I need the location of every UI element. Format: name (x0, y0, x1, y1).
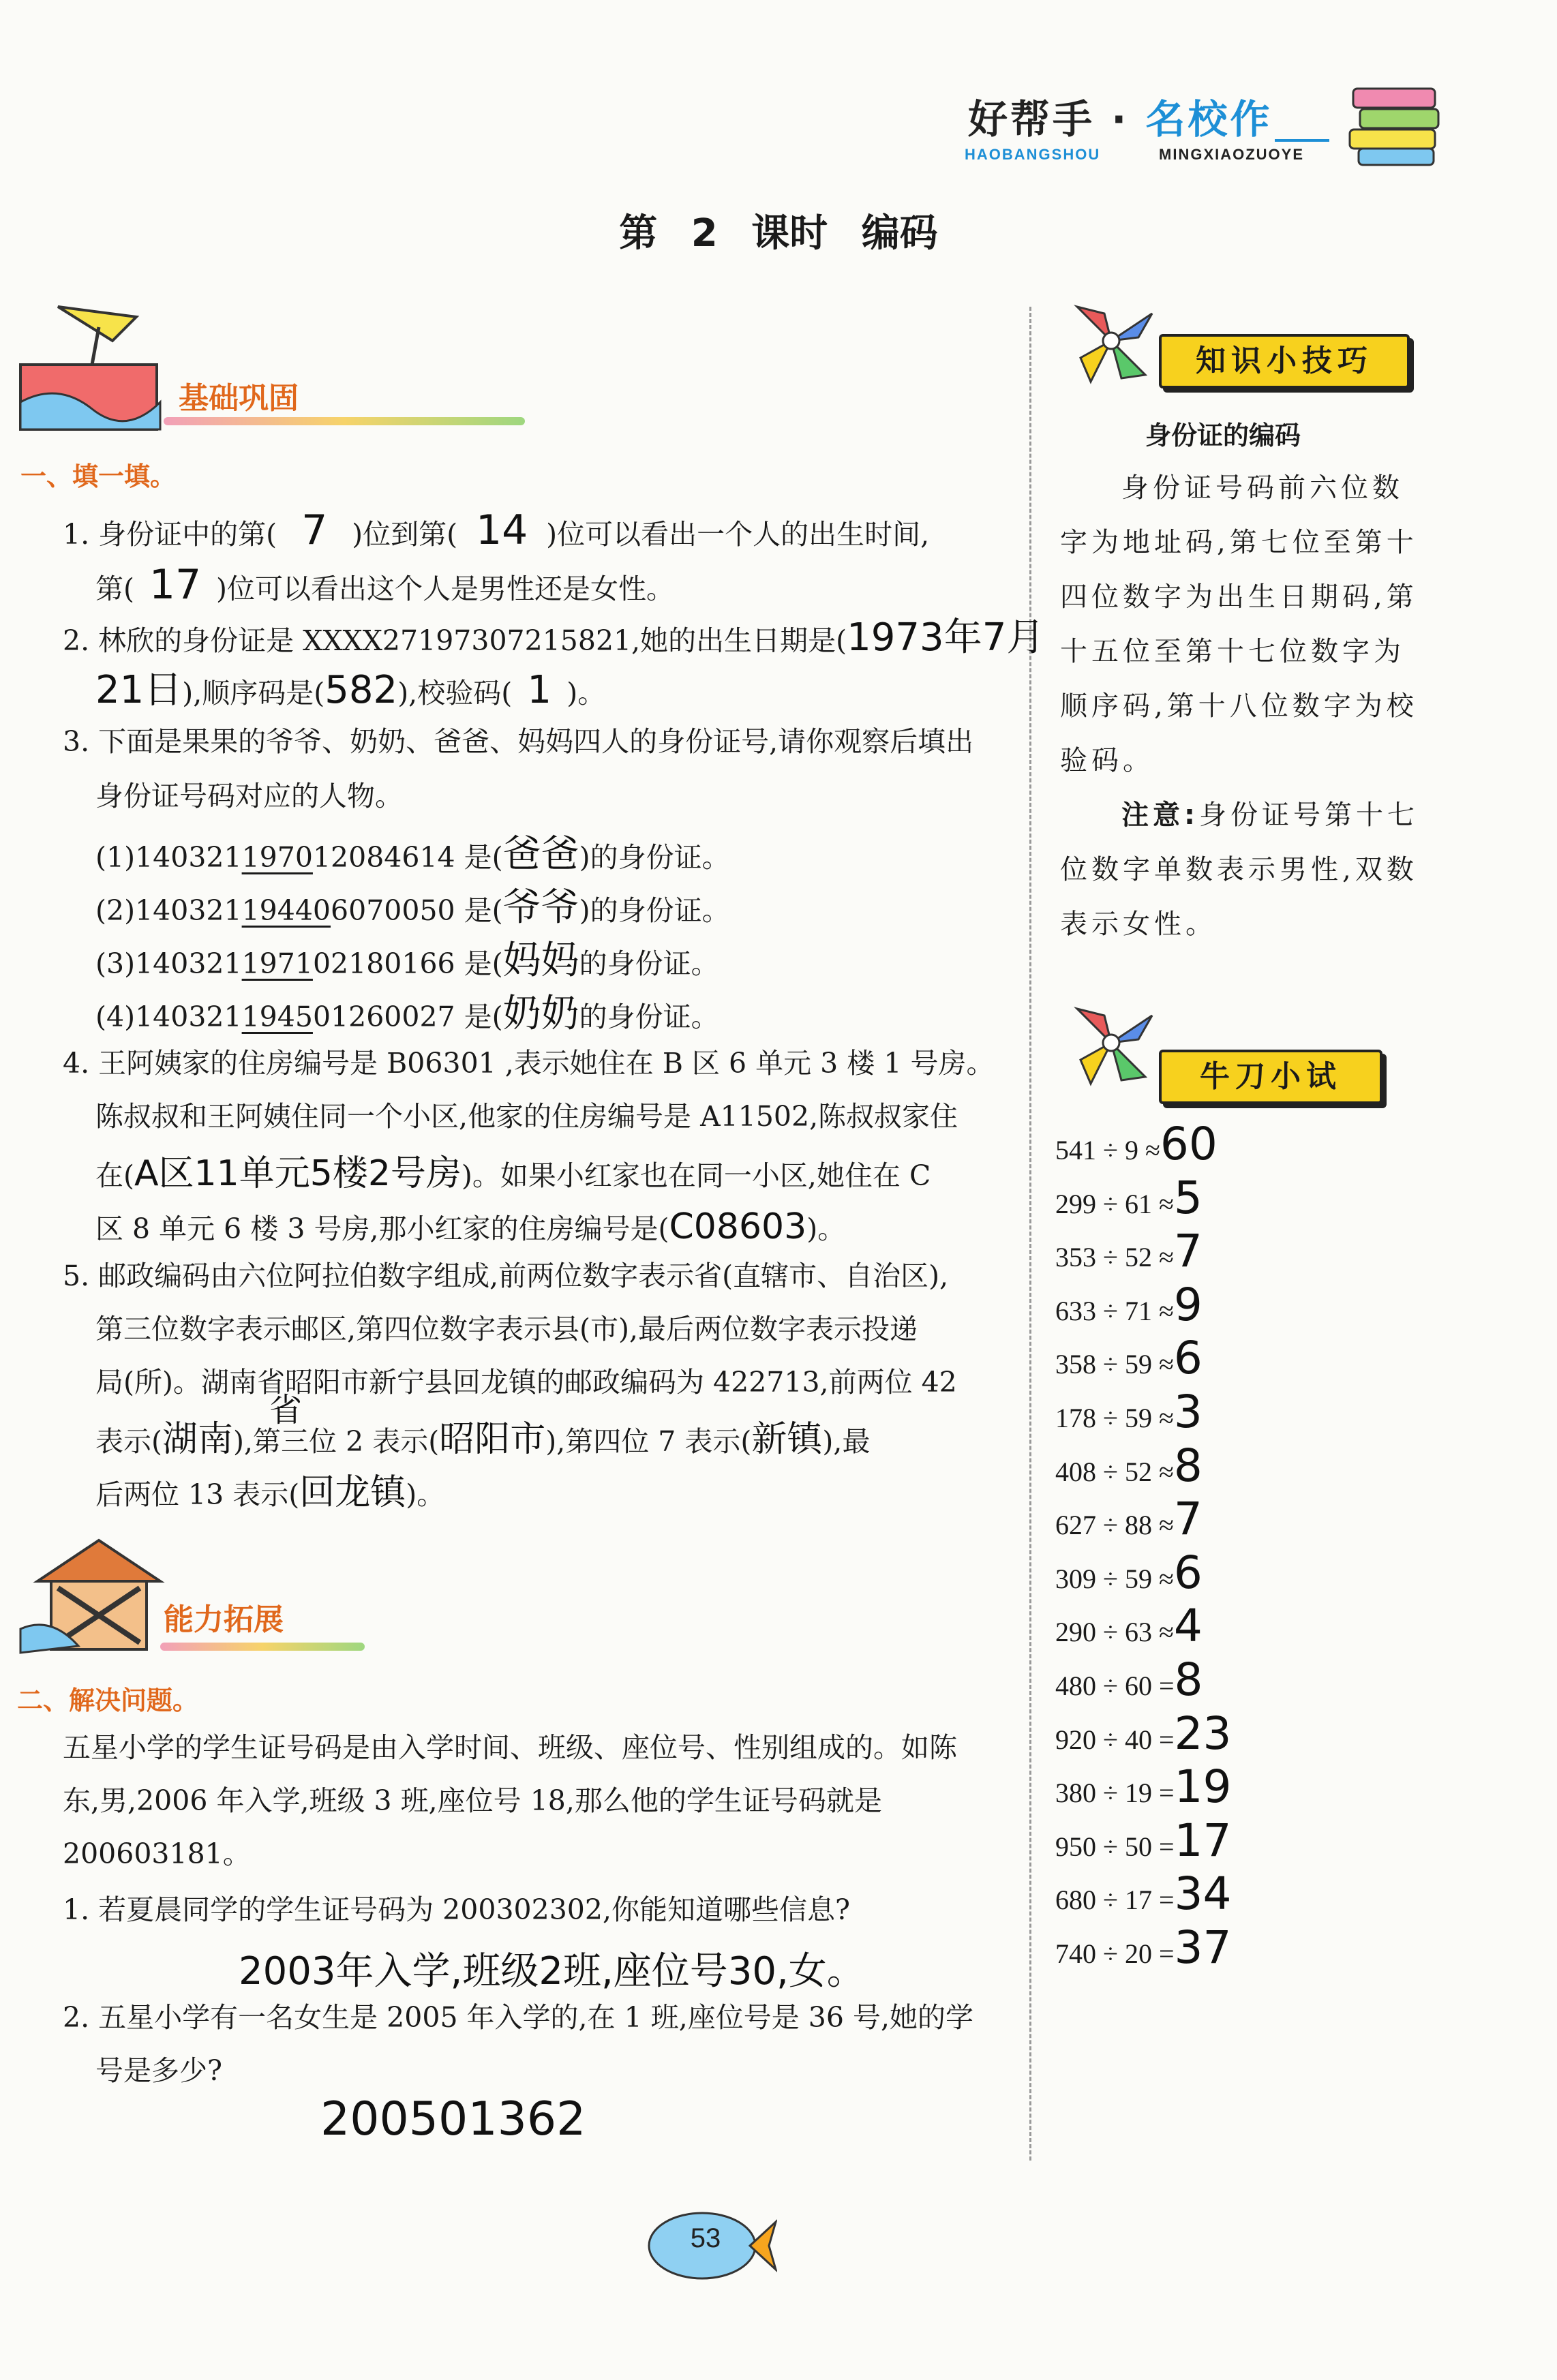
q3-item-4: (4)140321194501260027 是(奶奶的身份证。 (95, 992, 719, 1036)
header-brand (968, 87, 1272, 144)
q3-answer-1: 爸爸 (502, 832, 579, 876)
q3-answer-2: 爷爷 (502, 885, 579, 930)
q4-line3: 在(A区11单元5楼2号房)。如果小红家也在同一小区,她住在 C (95, 1153, 931, 1194)
practice-expression: 309 ÷ 59 ≈ (1055, 1563, 1174, 1594)
practice-answer: 19 (1174, 1760, 1232, 1814)
practice-row (1055, 1439, 1203, 1492)
q3-answer-4: 奶奶 (502, 992, 579, 1036)
column-divider (1029, 307, 1031, 2161)
brand-dot: · (1111, 96, 1130, 142)
practice-expression: 541 ÷ 9 ≈ (1055, 1135, 1160, 1165)
house-icon (17, 1534, 167, 1656)
q4-line1: 4. 王阿姨家的住房编号是 B06301 ,表示她住在 B 区 6 单元 3 楼 1 号房。 (63, 1047, 995, 1080)
q3-intro-line2: 身份证号码对应的人物。 (95, 780, 403, 812)
practice-expression: 408 ÷ 52 ≈ (1055, 1456, 1174, 1487)
practice-answer: 7 (1173, 1225, 1203, 1278)
practice-row (1055, 1867, 1232, 1920)
practice-row (1055, 1707, 1232, 1760)
q5-line1: 5. 邮政编码由六位阿拉伯数字组成,前两位数字表示省(直辖市、自治区), (63, 1260, 949, 1292)
practice-answer: 6 (1173, 1546, 1203, 1599)
section1-banner-line (164, 417, 525, 425)
q2-line1: 2. 林欣的身份证是 XXXX27197307215821,她的出生日期是(1973年7月 (63, 615, 1045, 660)
note-label: 注意: (1121, 799, 1199, 831)
practice-expression: 299 ÷ 61 ≈ (1055, 1188, 1174, 1219)
practice-row (1055, 1760, 1232, 1813)
practice-expression: 740 ÷ 20 = (1055, 1938, 1175, 1969)
practice-answer: 8 (1174, 1653, 1203, 1706)
practice-row (1055, 1172, 1203, 1224)
q5-answer-province: 湖南 (162, 1419, 234, 1460)
practice-answer: 34 (1174, 1867, 1232, 1921)
tips-line: 十五位至第十七位数字为 (1060, 636, 1405, 667)
section2-q2-line1: 2. 五星小学有一名女生是 2005 年入学的,在 1 班,座位号是 36 号,她的学 (63, 2001, 974, 2034)
practice-row (1055, 1653, 1203, 1706)
tips-line: 验码。 (1060, 745, 1154, 776)
practice-row (1055, 1225, 1203, 1277)
q1-answer-start: 7 (301, 506, 328, 554)
q3-intro-line1: 3. 下面是果果的爷爷、奶奶、爸爸、妈妈四人的身份证号,请你观察后填出 (63, 725, 974, 758)
practice-badge: 牛刀小试 (1159, 1050, 1382, 1104)
practice-row (1055, 1921, 1232, 1974)
section1-heading: 一、填一填。 (20, 461, 177, 491)
tips-line: 身份证号码前六位数 (1121, 472, 1404, 504)
q5-answer-province-suffix: 省 (269, 1391, 303, 1429)
q2-answer-sequence: 582 (324, 668, 398, 712)
practice-row (1055, 1279, 1203, 1331)
practice-row (1055, 1386, 1203, 1438)
practice-row (1055, 1118, 1218, 1170)
note-line: 位数字单数表示男性,双数 (1060, 854, 1418, 885)
q4-answer-address: A区11单元5楼2号房 (134, 1153, 462, 1194)
q2-answer-check: 1 (527, 668, 552, 712)
practice-answer: 37 (1174, 1921, 1232, 1974)
section2-q2-answer: 200501362 (320, 2092, 586, 2146)
page-title: 第 2 课时 编码 (619, 211, 938, 256)
practice-answer: 5 (1173, 1171, 1203, 1224)
note-line: 注意:身份证号第十七 (1121, 799, 1419, 831)
practice-answer: 9 (1173, 1278, 1203, 1331)
q2-answer-date-part1: 1973年7月 (847, 615, 1045, 660)
practice-expression: 633 ÷ 71 ≈ (1055, 1295, 1174, 1326)
practice-expression: 290 ÷ 63 ≈ (1055, 1617, 1174, 1648)
practice-answer: 17 (1174, 1814, 1232, 1867)
q1-answer-end: 14 (475, 506, 528, 554)
q1-line1: 1. 身份证中的第( 7 )位到第( 14 )位可以看出一个人的出生时间, (63, 506, 930, 554)
q5-line3: 局(所)。湖南省昭阳市新宁县回龙镇的邮政编码为 422713,前两位 42 (95, 1366, 957, 1399)
q2-line2: 21日),顺序码是(582),校验码( 1 )。 (95, 668, 606, 712)
tips-title: 身份证的编码 (1145, 421, 1301, 451)
tips-line: 字为地址码,第七位至第十 (1060, 527, 1418, 558)
section2-q1-answer: 2003年入学,班级2班,座位号30,女。 (239, 1949, 865, 1994)
practice-row (1055, 1332, 1203, 1384)
q5-line4: 表示(湖南),第三位 2 表示(昭阳市),第四位 7 表示(新镇),最 (95, 1419, 871, 1460)
practice-row (1055, 1546, 1203, 1599)
q4-line4: 区 8 单元 6 楼 3 号房,那小红家的住房编号是(C08603)。 (95, 1206, 846, 1247)
section2-banner-line (160, 1643, 365, 1651)
practice-row (1055, 1814, 1232, 1867)
q5-line2: 第三位数字表示邮区,第四位数字表示县(市),最后两位数字表示投递 (95, 1313, 918, 1345)
practice-expression: 353 ÷ 52 ≈ (1055, 1242, 1174, 1273)
practice-answer: 23 (1174, 1707, 1232, 1760)
pinwheel-icon (1063, 300, 1166, 388)
q3-answer-3: 妈妈 (502, 939, 579, 983)
brand-name: 好帮手 (968, 96, 1095, 142)
practice-expression: 627 ÷ 88 ≈ (1055, 1510, 1174, 1541)
practice-expression: 178 ÷ 59 ≈ (1055, 1403, 1174, 1433)
practice-expression: 380 ÷ 19 = (1055, 1778, 1175, 1809)
q1-line2: 第( 17 )位可以看出这个人是男性还是女性。 (95, 561, 674, 609)
section2-q1: 1. 若夏晨同学的学生证号码为 200302302,你能知道哪些信息? (63, 1893, 850, 1926)
note-line: 表示女性。 (1060, 909, 1217, 940)
section2-intro-line2: 东,男,2006 年入学,班级 3 班,座位号 18,那么他的学生证号码就是 (63, 1784, 882, 1817)
section2-q2-line2: 号是多少? (95, 2054, 222, 2087)
tips-line: 顺序码,第十八位数字为校 (1060, 690, 1418, 722)
q5-answer-postal-region: 昭阳市 (439, 1419, 546, 1460)
page-number: 53 (690, 2223, 721, 2253)
practice-answer: 7 (1173, 1493, 1203, 1546)
practice-expression: 480 ÷ 60 = (1055, 1670, 1175, 1701)
practice-answer: 3 (1173, 1386, 1203, 1438)
q1-answer-gender: 17 (149, 561, 202, 609)
section2-heading: 二、解决问题。 (17, 1685, 199, 1715)
q5-line5: 后两位 13 表示(回龙镇)。 (95, 1472, 445, 1513)
section2-banner: 能力拓展 (164, 1602, 284, 1637)
q3-item-3: (3)140321197102180166 是(妈妈的身份证。 (95, 939, 719, 983)
beach-icon (17, 300, 174, 436)
practice-expression: 680 ÷ 17 = (1055, 1885, 1175, 1916)
tips-badge: 知识小技巧 (1159, 334, 1410, 388)
series-name: 名校作 (1145, 96, 1273, 142)
practice-answer: 4 (1173, 1600, 1203, 1653)
section2-intro-line1: 五星小学的学生证号码是由入学时间、班级、座位号、性别组成的。如陈 (63, 1731, 957, 1764)
practice-answer: 6 (1173, 1332, 1203, 1385)
section1-banner: 基础巩固 (179, 381, 299, 416)
practice-answer: 60 (1160, 1118, 1218, 1170)
header-underline (1275, 139, 1329, 142)
brand-pinyin: HAOBANGSHOU (965, 146, 1101, 163)
practice-row (1055, 1493, 1203, 1545)
books-icon (1346, 75, 1449, 170)
practice-expression: 920 ÷ 40 = (1055, 1724, 1175, 1755)
q5-answer-post-office: 回龙镇 (299, 1472, 406, 1513)
tips-text (1060, 461, 1428, 951)
pinwheel-icon-2 (1063, 1002, 1166, 1090)
practice-row (1055, 1600, 1203, 1652)
q4-answer-code: C08603 (669, 1206, 807, 1247)
tips-line: 四位数字为出生日期码,第 (1060, 581, 1418, 613)
q2-answer-date-part2: 21日 (95, 668, 183, 712)
q4-line2: 陈叔叔和王阿姨住同一个小区,他家的住房编号是 A11502,陈叔叔家住 (95, 1100, 958, 1133)
q3-item-2: (2)140321194406070050 是(爷爷)的身份证。 (95, 885, 730, 930)
practice-answer: 8 (1173, 1439, 1203, 1492)
practice-expression: 950 ÷ 50 = (1055, 1831, 1175, 1862)
series-pinyin: MINGXIAOZUOYE (1159, 146, 1305, 163)
q5-answer-county: 新镇 (751, 1419, 823, 1460)
q3-item-1: (1)140321197012084614 是(爸爸)的身份证。 (95, 832, 730, 876)
practice-expression: 358 ÷ 59 ≈ (1055, 1349, 1174, 1380)
section2-intro-line3: 200603181。 (63, 1837, 251, 1870)
